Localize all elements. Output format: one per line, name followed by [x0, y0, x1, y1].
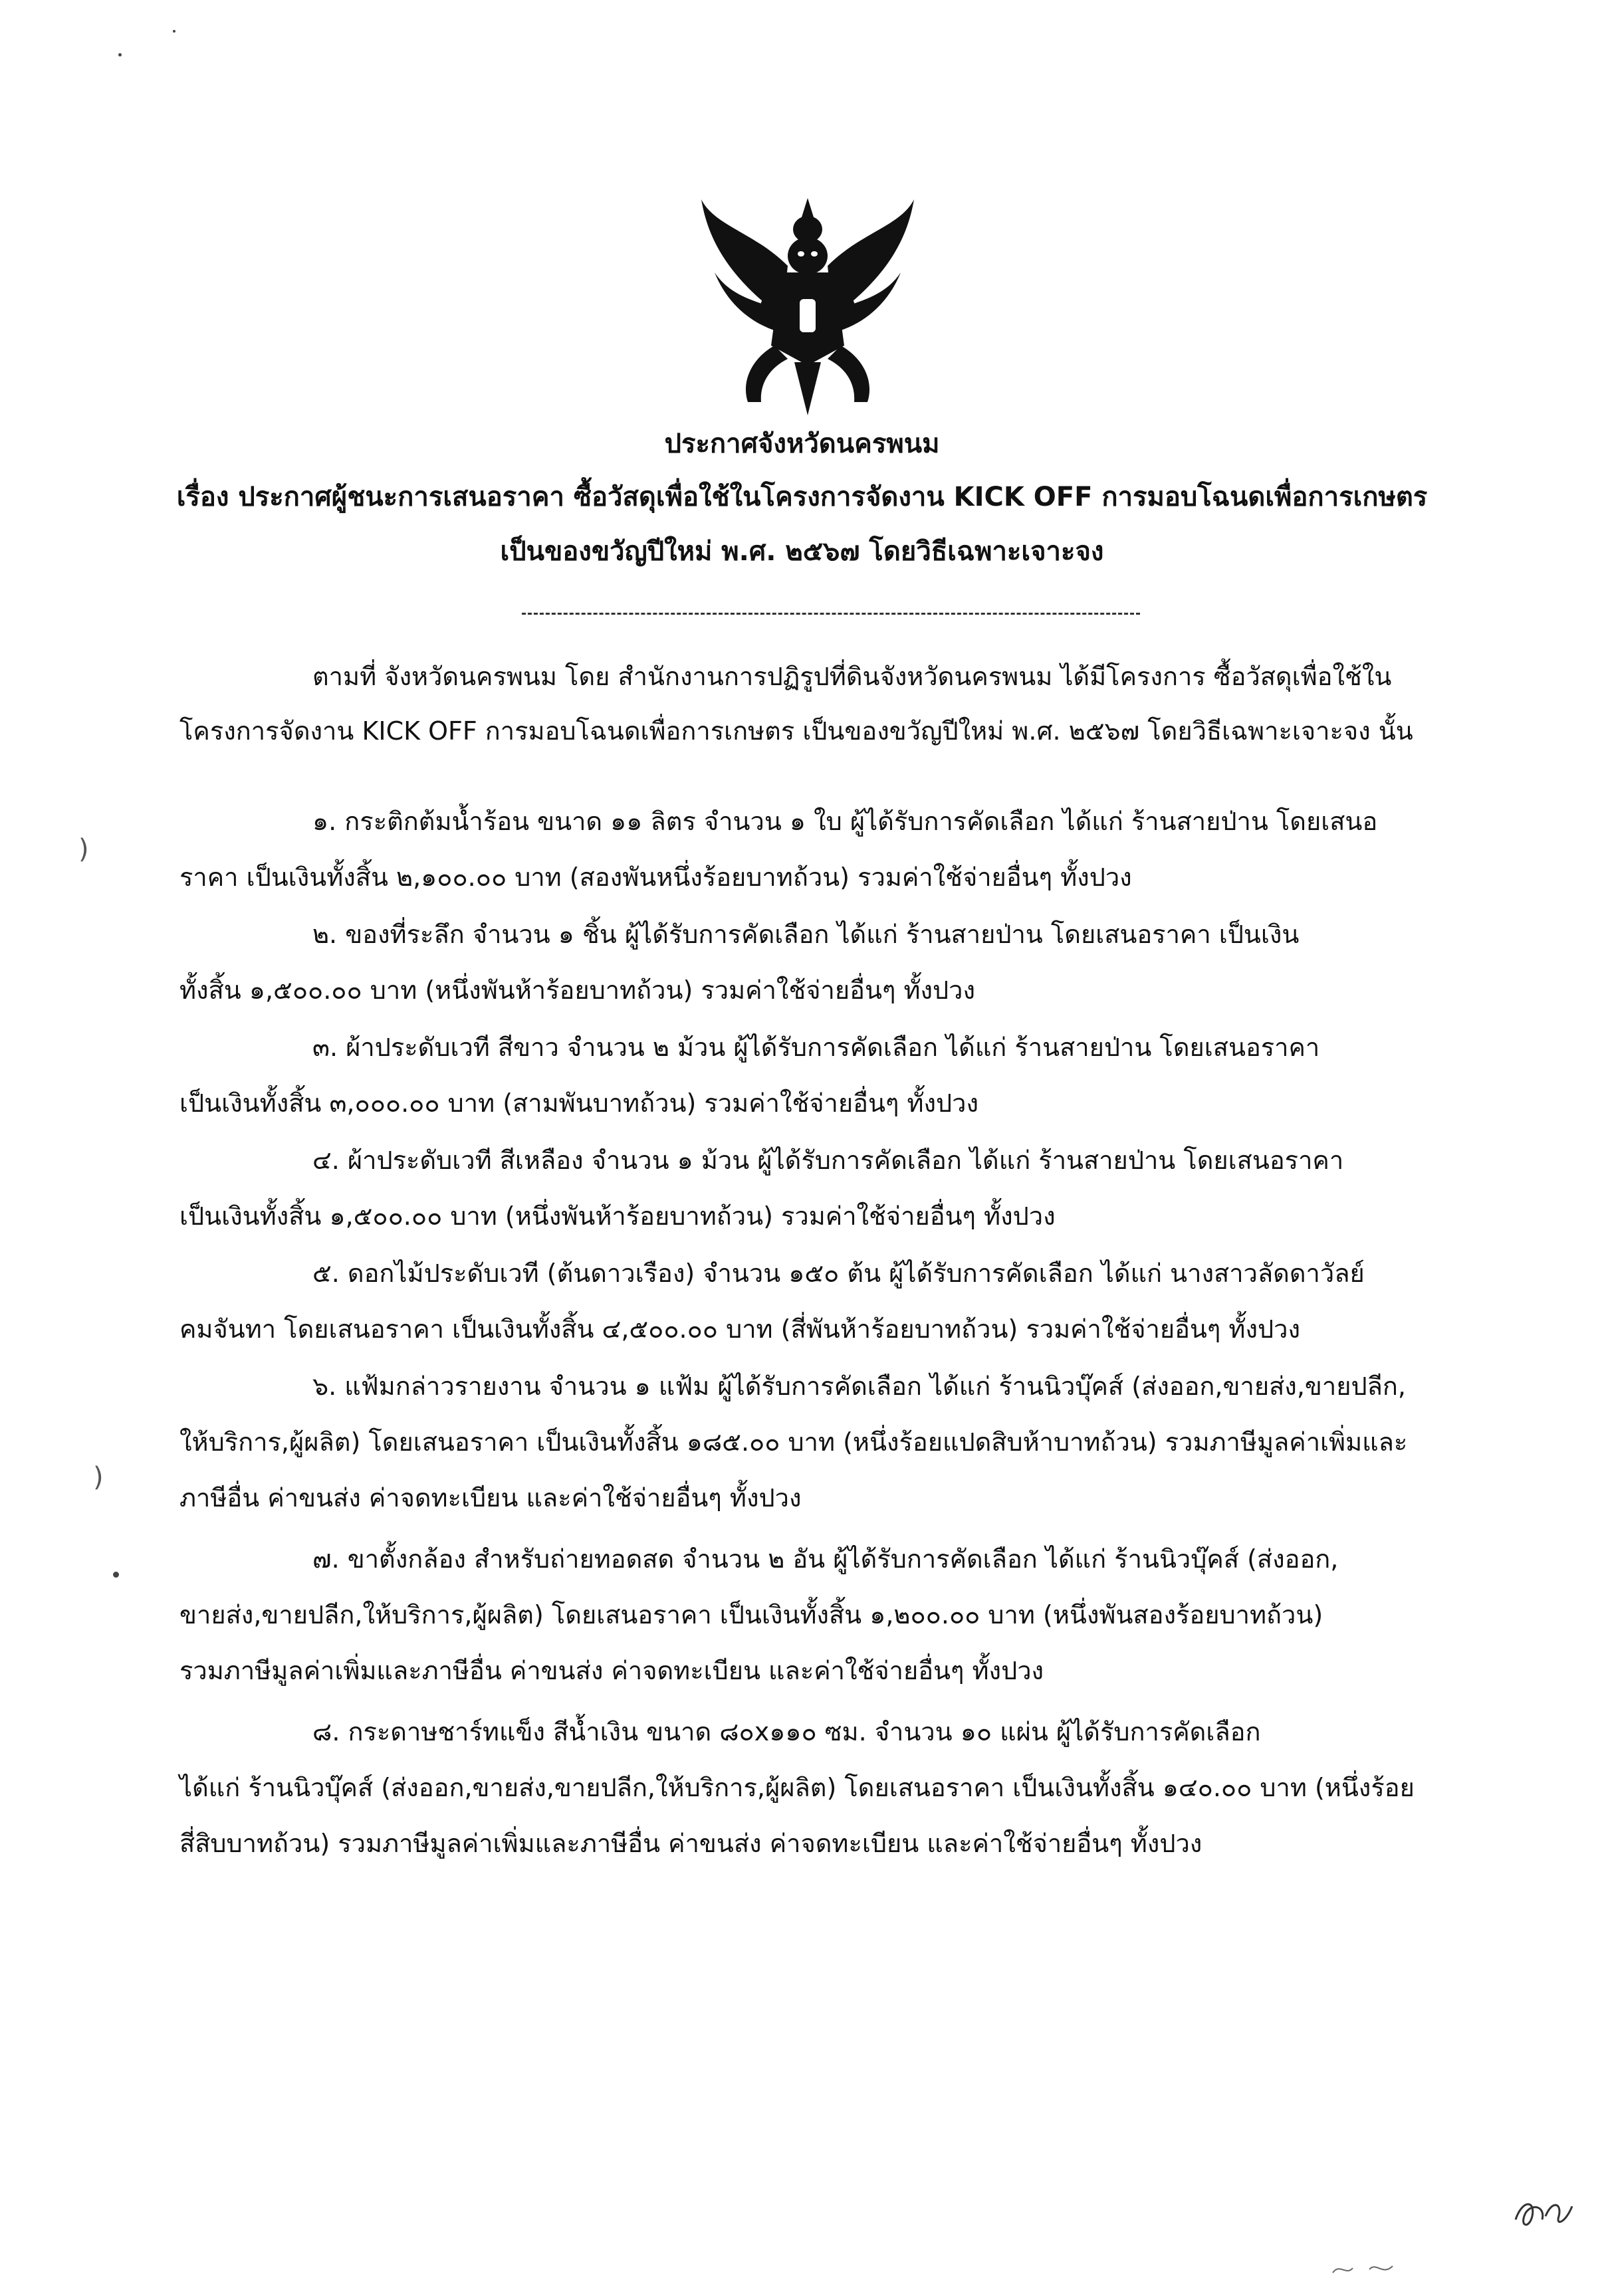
scan-speck	[118, 53, 122, 56]
intro-line-2: โครงการจัดงาน KICK OFF การมอบโฉนดเพื่อการเกษตร เป็นของขวัญปีใหม่ พ.ศ. ๒๕๖๗ โดยวิธีเฉพาะเจาะจง นั้น	[179, 716, 1413, 746]
item-line: ราคา เป็นเงินทั้งสิ้น ๒,๑๐๐.๐๐ บาท (สองพันหนึ่งร้อยบาทถ้วน) รวมค่าใช้จ่ายอื่นๆ ทั้งปวง	[179, 863, 1132, 892]
item-line: รวมภาษีมูลค่าเพิ่มและภาษีอื่น ค่าขนส่ง ค่าจดทะเบียน และค่าใช้จ่ายอื่นๆ ทั้งปวง	[179, 1656, 1044, 1685]
item-line: ๗. ขาตั้งกล้อง สำหรับถ่ายทอดสด จำนวน ๒ อัน ผู้ได้รับการคัดเลือก ได้แก่ ร้านนิวบุ๊คส์ (ส่งออก,	[312, 1544, 1339, 1574]
item-line: ได้แก่ ร้านนิวบุ๊คส์ (ส่งออก,ขายส่ง,ขายปลีก,ให้บริการ,ผู้ผลิต) โดยเสนอราคา เป็นเงินทั้งสิ้น ๑๔๐.๐๐ บาท (หนึ่งร้อย	[179, 1773, 1415, 1802]
garuda-emblem-icon	[688, 193, 927, 419]
item-line: ภาษีอื่น ค่าขนส่ง ค่าจดทะเบียน และค่าใช้จ่ายอื่นๆ ทั้งปวง	[179, 1483, 802, 1513]
item-line: ให้บริการ,ผู้ผลิต) โดยเสนอราคา เป็นเงินทั้งสิ้น ๑๘๕.๐๐ บาท (หนึ่งร้อยแปดสิบห้าบาทถ้วน) รวมภาษีมูลค่าเพิ่มและ	[179, 1427, 1408, 1457]
margin-mark: )	[78, 834, 89, 865]
scan-speck	[173, 30, 175, 33]
item-line: เป็นเงินทั้งสิ้น ๓,๐๐๐.๐๐ บาท (สามพันบาทถ้วน) รวมค่าใช้จ่ายอื่นๆ ทั้งปวง	[179, 1089, 979, 1118]
scan-speck	[113, 1572, 119, 1578]
title-divider	[522, 613, 1140, 615]
announcement-title: ประกาศจังหวัดนครพนม	[664, 429, 940, 459]
handwritten-initials-icon	[1509, 2186, 1582, 2240]
item-line: เป็นเงินทั้งสิ้น ๑,๕๐๐.๐๐ บาท (หนึ่งพันห้าร้อยบาทถ้วน) รวมค่าใช้จ่ายอื่นๆ ทั้งปวง	[179, 1201, 1056, 1231]
margin-mark: )	[93, 1462, 104, 1493]
item-line: คมจันทา โดยเสนอราคา เป็นเงินทั้งสิ้น ๔,๕๐๐.๐๐ บาท (สี่พันห้าร้อยบาทถ้วน) รวมค่าใช้จ่ายอื่นๆ ทั้งปวง	[179, 1314, 1301, 1344]
subject-line-1: เรื่อง ประกาศผู้ชนะการเสนอราคา ซื้อวัสดุเพื่อใช้ในโครงการจัดงาน KICK OFF การมอบโฉนดเพื่อการเกษตร	[176, 482, 1428, 512]
item-line: สี่สิบบาทถ้วน) รวมภาษีมูลค่าเพิ่มและภาษีอื่น ค่าขนส่ง ค่าจดทะเบียน และค่าใช้จ่ายอื่นๆ ทั้งปวง	[179, 1829, 1203, 1858]
item-line: ๔. ผ้าประดับเวที สีเหลือง จำนวน ๑ ม้วน ผู้ได้รับการคัดเลือก ได้แก่ ร้านสายป่าน โดยเสนอราคา	[312, 1146, 1344, 1175]
item-line: ๒. ของที่ระลึก จำนวน ๑ ชิ้น ผู้ได้รับการคัดเลือก ได้แก่ ร้านสายป่าน โดยเสนอราคา เป็นเงิน	[312, 920, 1300, 949]
item-line: ขายส่ง,ขายปลีก,ให้บริการ,ผู้ผลิต) โดยเสนอราคา เป็นเงินทั้งสิ้น ๑,๒๐๐.๐๐ บาท (หนึ่งพันสองร้อยบาทถ้วน)	[179, 1600, 1323, 1629]
subject-line-2: เป็นของขวัญปีใหม่ พ.ศ. ๒๕๖๗ โดยวิธีเฉพาะเจาะจง	[500, 536, 1104, 567]
item-line: ๑. กระติกต้มน้ำร้อน ขนาด ๑๑ ลิตร จำนวน ๑ ใบ ผู้ได้รับการคัดเลือก ได้แก่ ร้านสายป่าน โดยเสนอ	[312, 807, 1378, 836]
item-line: ทั้งสิ้น ๑,๕๐๐.๐๐ บาท (หนึ่งพันห้าร้อยบาทถ้วน) รวมค่าใช้จ่ายอื่นๆ ทั้งปวง	[179, 976, 976, 1005]
item-line: ๘. กระดาษชาร์ทแข็ง สีน้ำเงิน ขนาด ๘๐x๑๑๐ ซม. จำนวน ๑๐ แผ่น ผู้ได้รับการคัดเลือก	[312, 1717, 1261, 1746]
handwritten-mark-icon	[1329, 2256, 1409, 2283]
item-line: ๓. ผ้าประดับเวที สีขาว จำนวน ๒ ม้วน ผู้ได้รับการคัดเลือก ได้แก่ ร้านสายป่าน โดยเสนอราคา	[312, 1033, 1320, 1062]
item-line: ๕. ดอกไม้ประดับเวที (ต้นดาวเรือง) จำนวน ๑๕๐ ต้น ผู้ได้รับการคัดเลือก ได้แก่ นางสาวลัดดาวัลย์	[312, 1259, 1365, 1288]
intro-line-1: ตามที่ จังหวัดนครพนม โดย สำนักงานการปฏิรูปที่ดินจังหวัดนครพนม ได้มีโครงการ ซื้อวัสดุเพื่อใช้ใน	[312, 662, 1392, 691]
item-line: ๖. แฟ้มกล่าวรายงาน จำนวน ๑ แฟ้ม ผู้ได้รับการคัดเลือก ได้แก่ ร้านนิวบุ๊คส์ (ส่งออก,ขายส่ง,ขายปลีก,	[312, 1372, 1406, 1401]
